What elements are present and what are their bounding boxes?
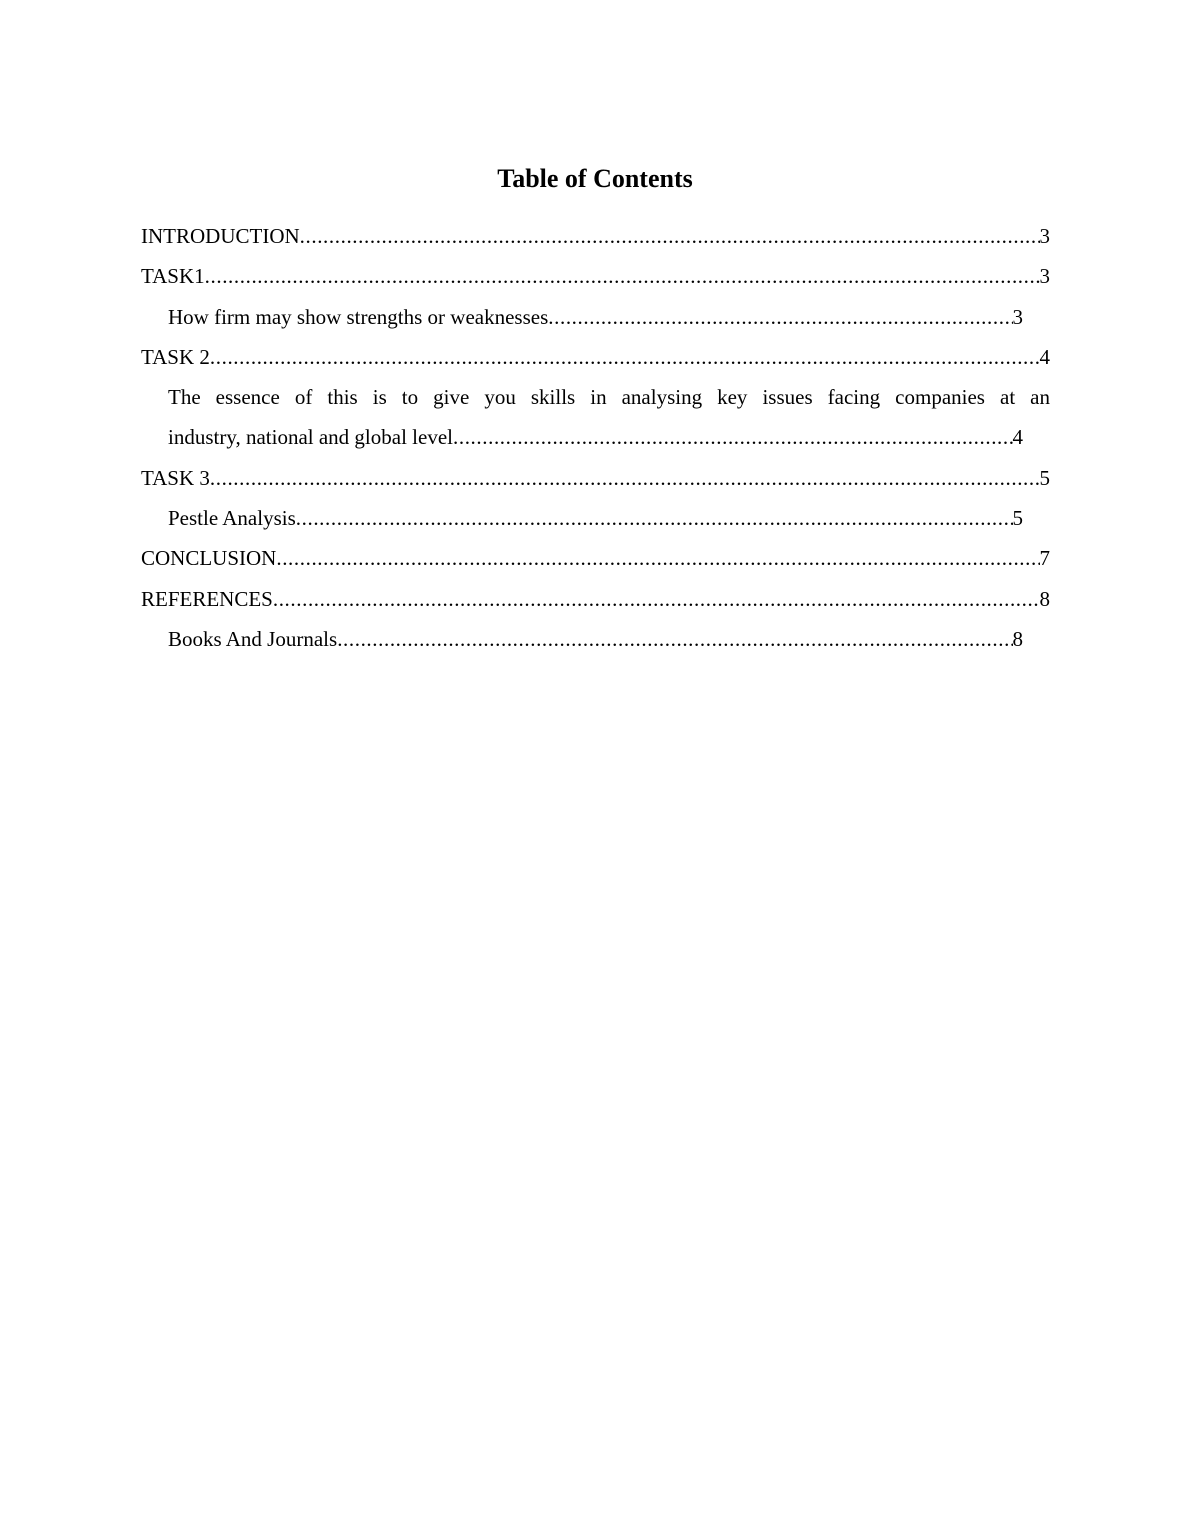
toc-entry-task1[interactable]	[141, 256, 1050, 296]
dot-leader	[210, 337, 1040, 377]
toc-entry-label-line1: The essence of this is to give you skills in analysing key issues facing companies at an	[168, 385, 1050, 410]
toc-entry-page: 3	[1039, 264, 1050, 289]
toc-entry-task2[interactable]	[141, 337, 1050, 377]
dot-leader	[300, 216, 1040, 256]
toc-entry-label: Pestle Analysis	[168, 506, 296, 531]
toc-entry-label: CONCLUSION	[141, 546, 277, 571]
dot-leader	[210, 458, 1040, 498]
toc-entry-essence[interactable]	[168, 377, 1050, 458]
page-title: Table of Contents	[497, 164, 693, 193]
toc-entry-label: Books And Journals	[168, 626, 338, 651]
toc-entry-page: 8	[1012, 626, 1023, 651]
dot-leader	[337, 619, 1012, 659]
dot-leader	[273, 579, 1040, 619]
dot-leader	[296, 498, 1013, 538]
table-of-contents	[141, 216, 1050, 659]
dot-leader	[548, 297, 1012, 337]
toc-entry-page: 8	[1039, 586, 1050, 611]
toc-entry-label: INTRODUCTION	[141, 224, 300, 248]
toc-entry-references[interactable]	[141, 579, 1050, 619]
toc-entry-label: TASK 2	[141, 344, 210, 369]
toc-entry-label: TASK 3	[141, 465, 210, 490]
toc-entry-page: 7	[1039, 546, 1050, 571]
toc-entry-conclusion[interactable]	[141, 538, 1050, 578]
toc-entry-label: REFERENCES	[141, 586, 273, 611]
toc-entry-page: 3	[1039, 224, 1050, 248]
toc-entry-page: 5	[1012, 506, 1023, 531]
toc-entry-books-and-journals[interactable]	[168, 619, 1023, 659]
toc-entry-introduction[interactable]	[141, 216, 1050, 256]
dot-leader	[205, 256, 1040, 296]
toc-entry-label-line2: industry, national and global level	[168, 425, 453, 450]
toc-entry-page: 5	[1039, 465, 1050, 490]
toc-entry-page: 3	[1012, 304, 1023, 329]
toc-entry-label: TASK1	[141, 264, 205, 289]
toc-entry-pestle-analysis[interactable]	[168, 498, 1023, 538]
dot-leader	[453, 417, 1013, 457]
dot-leader	[276, 538, 1039, 578]
toc-entry-task3[interactable]	[141, 458, 1050, 498]
toc-entry-page: 4	[1039, 344, 1050, 369]
toc-entry-strengths-weaknesses[interactable]	[168, 297, 1023, 337]
toc-entry-page: 4	[1012, 425, 1023, 450]
toc-entry-label: How firm may show strengths or weaknesses	[168, 304, 549, 329]
